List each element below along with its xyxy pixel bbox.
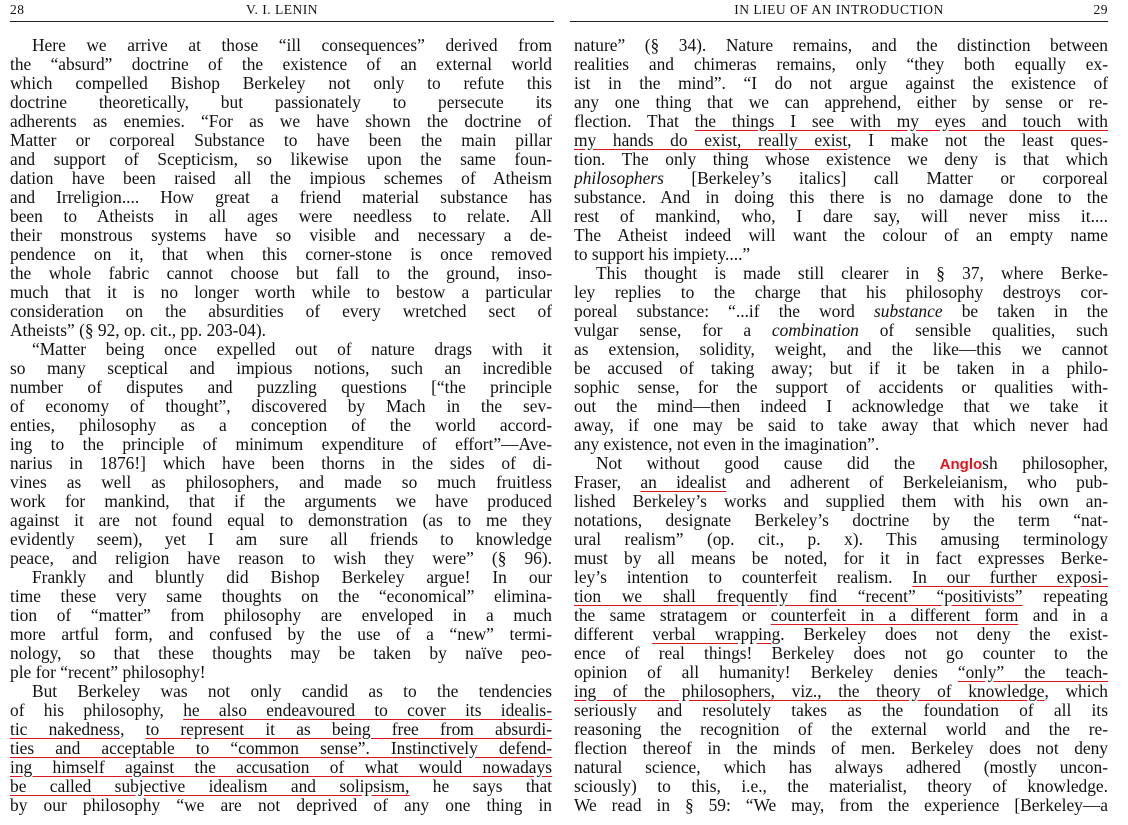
text-segment: consideration on the absurdities of every wretched sect of: [10, 302, 552, 321]
text-segment: nature” (§ 34). Nature remains, and the distinction between: [574, 36, 1108, 55]
text-line: [10, 758, 552, 777]
underlined-text: be called subjective idealism and solipsism,: [10, 777, 410, 796]
text-segment: ley replies to the charge that his philosophy destroys cor-: [574, 283, 1108, 302]
text-segment: more artful form, and confused by the use of a “new” termi-: [10, 625, 552, 644]
underlined-text: tion we shall frequently find “recent” “positivists”: [574, 587, 1023, 606]
underlined-text: ing himself against the accusation of what would nowadays: [10, 758, 552, 777]
text-segment: against it are not found equal to demonstration (as to me they: [10, 511, 552, 530]
text-line: [10, 606, 552, 625]
text-segment: Here we arrive at those “ill consequences” derived from: [32, 36, 552, 55]
underlined-text: he also endeavoured to cover its idealis-: [183, 701, 552, 720]
text-segment: We read in § 59: “We may, from the experience [Berkeley—a: [574, 796, 1108, 815]
text-line: [574, 796, 1108, 815]
text-line: [574, 568, 1108, 587]
text-segment: the same stratagem or: [574, 606, 771, 625]
text-line: [574, 511, 1108, 530]
text-segment: and Irreligion.... How great a friend material substance has: [10, 188, 552, 207]
text-line: [574, 397, 1108, 416]
text-segment: vines as well as philosophers, and made so much fruitless: [10, 473, 552, 492]
text-segment: to support his impiety....”: [574, 245, 751, 264]
underlined-text: the things I see with my eyes and touch with: [694, 112, 1108, 131]
right-page: [566, 0, 1120, 825]
text-line: [10, 188, 552, 207]
text-segment: realities and chimeras remains, only “they both equally ex-: [574, 55, 1108, 74]
text-segment: be taken in the: [942, 302, 1108, 321]
text-line: [10, 796, 552, 815]
text-line: [574, 264, 1108, 283]
text-line: [574, 606, 1108, 625]
text-segment: tion of “matter” from philosophy are enveloped in a much: [10, 606, 552, 625]
text-line: [574, 245, 1108, 264]
text-line: [10, 739, 552, 758]
text-segment: opinion of all humanity! Berkeley denies: [574, 663, 958, 682]
text-segment: must by all means be noted, for it in fact expresses Berke-: [574, 549, 1108, 568]
text-line: [574, 777, 1108, 796]
text-segment: sh philosopher,: [982, 454, 1108, 473]
text-line: [574, 93, 1108, 112]
text-segment: ing to the principle of minimum expenditure of effort”—Ave-: [10, 435, 552, 454]
text-line: [574, 378, 1108, 397]
text-segment: away, if one may be said to take away that which never had: [574, 416, 1108, 435]
text-line: [10, 36, 552, 55]
text-segment: rest of mankind, who, I dare say, will never miss it....: [574, 207, 1108, 226]
text-segment: narius in 1876!] which have been thorns in the sides of di-: [10, 454, 552, 473]
text-segment: repeating: [1022, 587, 1108, 606]
text-line: [10, 397, 552, 416]
text-line: [10, 568, 552, 587]
text-segment: substance: [873, 302, 943, 321]
text-segment: combination: [771, 321, 859, 340]
text-segment: doctrine theoretically, but passionately to persecute its: [10, 93, 552, 112]
text-line: [574, 283, 1108, 302]
text-line: [574, 207, 1108, 226]
underlined-text: In our further exposi-: [912, 568, 1108, 587]
text-line: [574, 530, 1108, 549]
text-line: [10, 283, 552, 302]
text-segment: natural science, which has always adhered (mostly uncon-: [574, 758, 1108, 777]
text-segment: Not without good cause did the: [596, 454, 940, 473]
left-running-head: V. I. LENIN: [246, 2, 318, 17]
text-segment: any existence, not even in the imagination”.: [574, 435, 880, 454]
text-line: [10, 55, 552, 74]
text-segment: , which: [1044, 682, 1108, 701]
text-segment: any one thing that we can apprehend, either by sense or re-: [574, 93, 1108, 112]
text-segment: [Berkeley’s italics] call Matter or corporeal: [663, 169, 1108, 188]
text-segment: seriously and resolutely takes as the foundation of all its: [574, 701, 1108, 720]
text-line: [10, 473, 552, 492]
text-line: [574, 188, 1108, 207]
text-segment: different: [574, 625, 653, 644]
text-segment: But Berkeley was not only candid as to the tendencies: [32, 682, 552, 701]
right-header-rule: [570, 21, 1108, 22]
text-segment: The Atheist indeed will want the colour of an empty name: [574, 226, 1108, 245]
text-line: [574, 169, 1108, 188]
text-line: [10, 74, 552, 93]
text-segment: by our philosophy “we are not deprived of any one thing in: [10, 796, 552, 815]
text-line: [574, 682, 1108, 701]
text-line: [10, 302, 552, 321]
text-line: [10, 587, 552, 606]
text-segment: “Matter being once expelled out of nature drags with it: [32, 340, 552, 359]
right-running-head: IN LIEU OF AN INTRODUCTION: [734, 2, 944, 17]
underlined-text: verbal wrapping: [652, 625, 781, 644]
text-line: [10, 492, 552, 511]
text-line: [574, 758, 1108, 777]
text-line: [10, 93, 552, 112]
text-line: [574, 644, 1108, 663]
text-line: [574, 625, 1108, 644]
text-line: [10, 321, 552, 340]
left-page-number: 28: [10, 2, 25, 17]
text-line: [10, 340, 552, 359]
text-segment: he says that: [409, 777, 552, 796]
text-segment: of sensible qualities, such: [858, 321, 1108, 340]
underlined-text: ties and acceptable to “common sense”. Instinctively defend-: [10, 739, 552, 758]
text-line: [10, 720, 552, 739]
text-segment: work for mankind, that if the arguments we have produced: [10, 492, 552, 511]
text-line: [574, 473, 1108, 492]
text-segment: lished Berkeley’s works and supplied them with his own an-: [574, 492, 1108, 511]
text-segment: ley’s intention to counterfeit realism.: [574, 568, 913, 587]
text-line: [574, 720, 1108, 739]
text-segment: peace, and religion have reason to wish they were” (§ 96).: [10, 549, 552, 568]
left-page: [0, 0, 554, 825]
underlined-text: counterfeit in a different form: [770, 606, 1019, 625]
text-segment: evidently seem), yet I am sure all friends to knowledge: [10, 530, 552, 549]
text-segment: pendence on it, that when this corner-stone is once removed: [10, 245, 552, 264]
text-segment: their monstrous systems have so visible and necessary a de-: [10, 226, 552, 245]
text-segment: Fraser,: [574, 473, 641, 492]
underlined-text: an idealist: [640, 473, 727, 492]
left-header-rule: [10, 21, 554, 22]
underlined-text: ing of the philosophers, viz., the theory of knowledge: [574, 682, 1045, 701]
text-line: [10, 644, 552, 663]
left-running-header: [10, 2, 554, 20]
text-line: [10, 207, 552, 226]
text-line: [574, 131, 1108, 150]
text-line: [574, 587, 1108, 606]
text-segment: ple for “recent” philosophy!: [10, 663, 206, 682]
text-segment: much that it is no longer worth while to bestow a particular: [10, 283, 552, 302]
text-line: [574, 55, 1108, 74]
text-line: [10, 454, 552, 473]
text-segment: Frankly and bluntly did Bishop Berkeley argue! In our: [32, 568, 552, 587]
text-line: [574, 36, 1108, 55]
text-segment: number of disputes and puzzling questions [“the principle: [10, 378, 552, 397]
right-page-body: [574, 36, 1108, 815]
text-segment: dation have been raised all the impious schemes of Atheism: [10, 169, 552, 188]
text-segment: the “absurd” doctrine of the existence of an external world: [10, 55, 552, 74]
text-segment: ,: [120, 720, 146, 739]
text-line: [10, 530, 552, 549]
annotation-stamp: Anglo: [939, 456, 983, 473]
text-segment: poreal substance: “...if the word: [574, 302, 874, 321]
text-segment: of economy of thought”, discovered by Mach in the sev-: [10, 397, 552, 416]
text-line: [10, 169, 552, 188]
text-segment: flection. That: [574, 112, 695, 131]
underlined-text: to represent it as being free from absurdi-: [145, 720, 552, 739]
text-line: [10, 112, 552, 131]
text-line: [10, 264, 552, 283]
text-line: [10, 549, 552, 568]
text-segment: . Berkeley does not deny the exist-: [780, 625, 1108, 644]
text-segment: flection thereof in the minds of men. Berkeley does not deny: [574, 739, 1108, 758]
text-segment: been to Atheists in all ages were needless to relate. All: [10, 207, 552, 226]
text-segment: be accused of taking away; but if it be taken in a philo-: [574, 359, 1108, 378]
text-line: [10, 150, 552, 169]
text-segment: vulgar sense, for a: [574, 321, 772, 340]
underlined-text: tic nakedness: [10, 720, 121, 739]
text-line: [574, 226, 1108, 245]
text-line: [574, 739, 1108, 758]
text-segment: Matter or corporeal Substance to have been the main pillar: [10, 131, 552, 150]
text-segment: so many sceptical and impious notions, such an incredible: [10, 359, 552, 378]
text-line: [10, 682, 552, 701]
text-line: [574, 454, 1108, 473]
text-line: [574, 435, 1108, 454]
text-segment: , I make not the least ques-: [847, 131, 1108, 150]
text-segment: nology, so that these thoughts may be taken by naïve peo-: [10, 644, 552, 663]
text-line: [10, 777, 552, 796]
text-line: [10, 663, 552, 682]
text-line: [10, 226, 552, 245]
text-line: [574, 492, 1108, 511]
text-segment: tion. The only thing whose existence we deny is that which: [574, 150, 1108, 169]
text-segment: reasoning the recognition of the external world and the re-: [574, 720, 1108, 739]
text-segment: out the mind—then indeed I acknowledge that we take it: [574, 397, 1108, 416]
text-line: [10, 435, 552, 454]
text-line: [574, 701, 1108, 720]
text-segment: enties, philosophy as a conception of the world accord-: [10, 416, 552, 435]
text-segment: ence of real things! Berkeley does not go counter to the: [574, 644, 1108, 663]
text-segment: sophic sense, for the support of accidents or qualities with-: [574, 378, 1108, 397]
text-line: [10, 625, 552, 644]
text-segment: Atheists” (§ 92, op. cit., pp. 203-04).: [10, 321, 266, 340]
text-line: [10, 131, 552, 150]
text-segment: the whole fabric cannot choose but fall to the ground, inso-: [10, 264, 552, 283]
text-segment: sciously) to this, i.e., the materialist, theory of knowledge.: [574, 777, 1108, 796]
text-segment: notations, designate Berkeley’s doctrine by the term “nat-: [574, 511, 1108, 530]
text-segment: and in a: [1018, 606, 1108, 625]
text-line: [10, 359, 552, 378]
text-segment: ist in the mind”. “I do not argue against the existence of: [574, 74, 1108, 93]
text-line: [574, 150, 1108, 169]
text-line: [574, 321, 1108, 340]
right-running-header: [570, 2, 1108, 20]
text-segment: This thought is made still clearer in § 37, where Berke-: [596, 264, 1108, 283]
text-line: [574, 663, 1108, 682]
underlined-text: my hands do exist, really exist: [574, 131, 848, 150]
text-line: [10, 701, 552, 720]
text-line: [10, 416, 552, 435]
text-segment: and adherent of Berkeleianism, who pub-: [726, 473, 1108, 492]
text-line: [10, 245, 552, 264]
text-line: [574, 74, 1108, 93]
text-segment: substance. And in doing this there is no damage done to the: [574, 188, 1108, 207]
text-segment: which compelled Bishop Berkeley not only to refute this: [10, 74, 552, 93]
text-line: [574, 112, 1108, 131]
text-segment: as extension, solidity, weight, and the like—this we cannot: [574, 340, 1108, 359]
text-line: [574, 302, 1108, 321]
text-line: [10, 378, 552, 397]
text-segment: adherents as enemies. “For as we have shown the doctrine of: [10, 112, 552, 131]
text-segment: philosophers: [574, 169, 664, 188]
text-segment: ural realism” (op. cit., p. x). This amusing terminology: [574, 530, 1108, 549]
right-page-number: 29: [1093, 2, 1108, 17]
text-segment: time these very same thoughts on the “economical” elimina-: [10, 587, 552, 606]
text-line: [574, 549, 1108, 568]
underlined-text: “only” the teach-: [957, 663, 1108, 682]
text-line: [10, 511, 552, 530]
text-line: [574, 416, 1108, 435]
text-line: [574, 340, 1108, 359]
left-page-body: [10, 36, 552, 815]
text-segment: and support of Scepticism, so likewise upon the same foun-: [10, 150, 552, 169]
text-segment: of his philosophy,: [10, 701, 184, 720]
text-line: [574, 359, 1108, 378]
